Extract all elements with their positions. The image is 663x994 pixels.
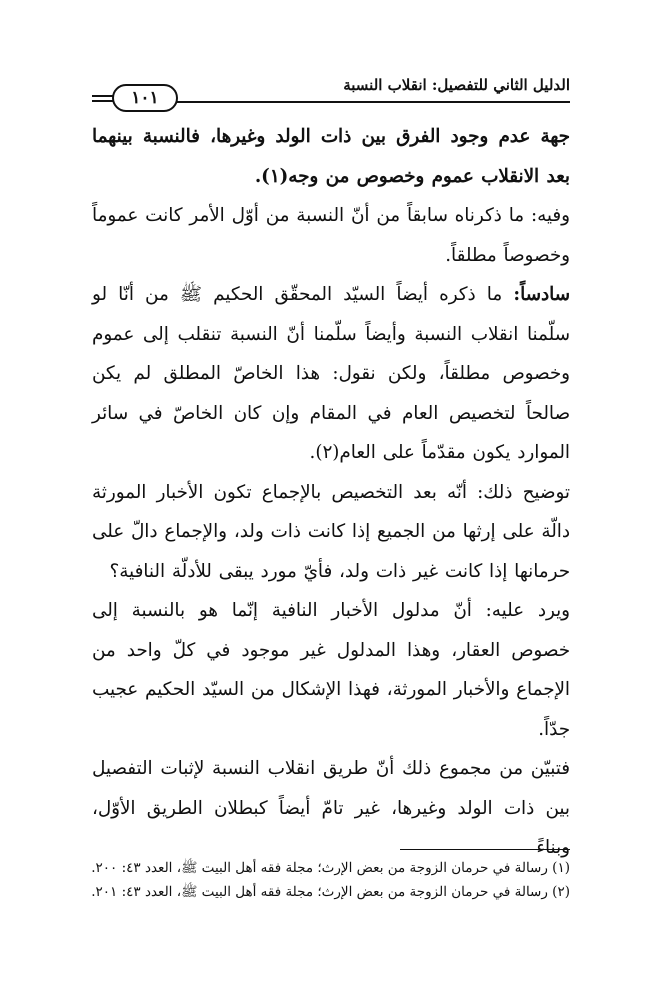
paragraph-3-text: ما ذكره أيضاً السيّد المحقّق الحكيم ﷺ من أنّا لو سلّمنا انقلاب النسبة وأيضاً سلّمنا أنّ النسبة تنقلب إلى عموم وخصوص مطلقاً، ولكن نقول: هذا الخاصّ المطلق لم يكن صالحاً لتخصيص العام في المقام وإن كان الخاصّ في سائر الموارد يكون مقدّماً على العام(٢). xyxy=(92,284,570,463)
paragraph-1: جهة عدم وجود الفرق بين ذات الولد وغيرها، فالنسبة بينهما بعد الانقلاب عموم وخصوص من وجه(١). xyxy=(92,126,570,187)
chapter-title: الدليل الثاني للتفصيل: انقلاب النسبة xyxy=(343,76,570,94)
paragraph-5: ويرد عليه: أنّ مدلول الأخبار النافية إنّما هو بالنسبة إلى خصوص العقار، وهذا المدلول غير موجود في كلّ واحد من الإجماع والأخبار المورثة، فهذا الإشكال من السيّد الحكيم عجيب جدّاً. xyxy=(92,600,570,740)
paragraph-2: وفيه: ما ذكرناه سابقاً من أنّ النسبة من أوّل الأمر كانت عموماً وخصوصاً مطلقاً. xyxy=(92,205,570,266)
paragraph-6: فتبيّن من مجموع ذلك أنّ طريق انقلاب النسبة لإثبات التفصيل بين ذات الولد وغيرها، غير تامّ أيضاً كبطلان الطريق الأوّل، وبناءً xyxy=(92,758,570,858)
paragraph-3 xyxy=(92,275,570,473)
page-number: ١٠١ xyxy=(112,84,178,112)
running-header xyxy=(92,70,570,114)
footnote-1: (١) رسالة في حرمان الزوجة من بعض الإرث؛ مجلة فقه أهل البيت ﷺ، العدد ٤٣: ٢٠٠. xyxy=(91,860,570,876)
paragraph-3-lead: سادساً: xyxy=(513,284,570,305)
header-ornament xyxy=(92,95,114,105)
footnote-2: (٢) رسالة في حرمان الزوجة من بعض الإرث؛ مجلة فقه أهل البيت ﷺ، العدد ٤٣: ٢٠١. xyxy=(91,884,570,900)
header-rule xyxy=(144,101,570,103)
page-body xyxy=(92,117,570,868)
paragraph-4: توضيح ذلك: أنّه بعد التخصيص بالإجماع تكون الأخبار المورثة دالّة على إرثها من الجميع إذا كانت ذات ولد، والإجماع دالّ على حرمانها إذا كانت غير ذات ولد، فأيّ مورد يبقى للأدلّة النافية؟ xyxy=(92,481,570,582)
footnotes xyxy=(92,856,570,904)
footnote-separator xyxy=(400,849,570,850)
